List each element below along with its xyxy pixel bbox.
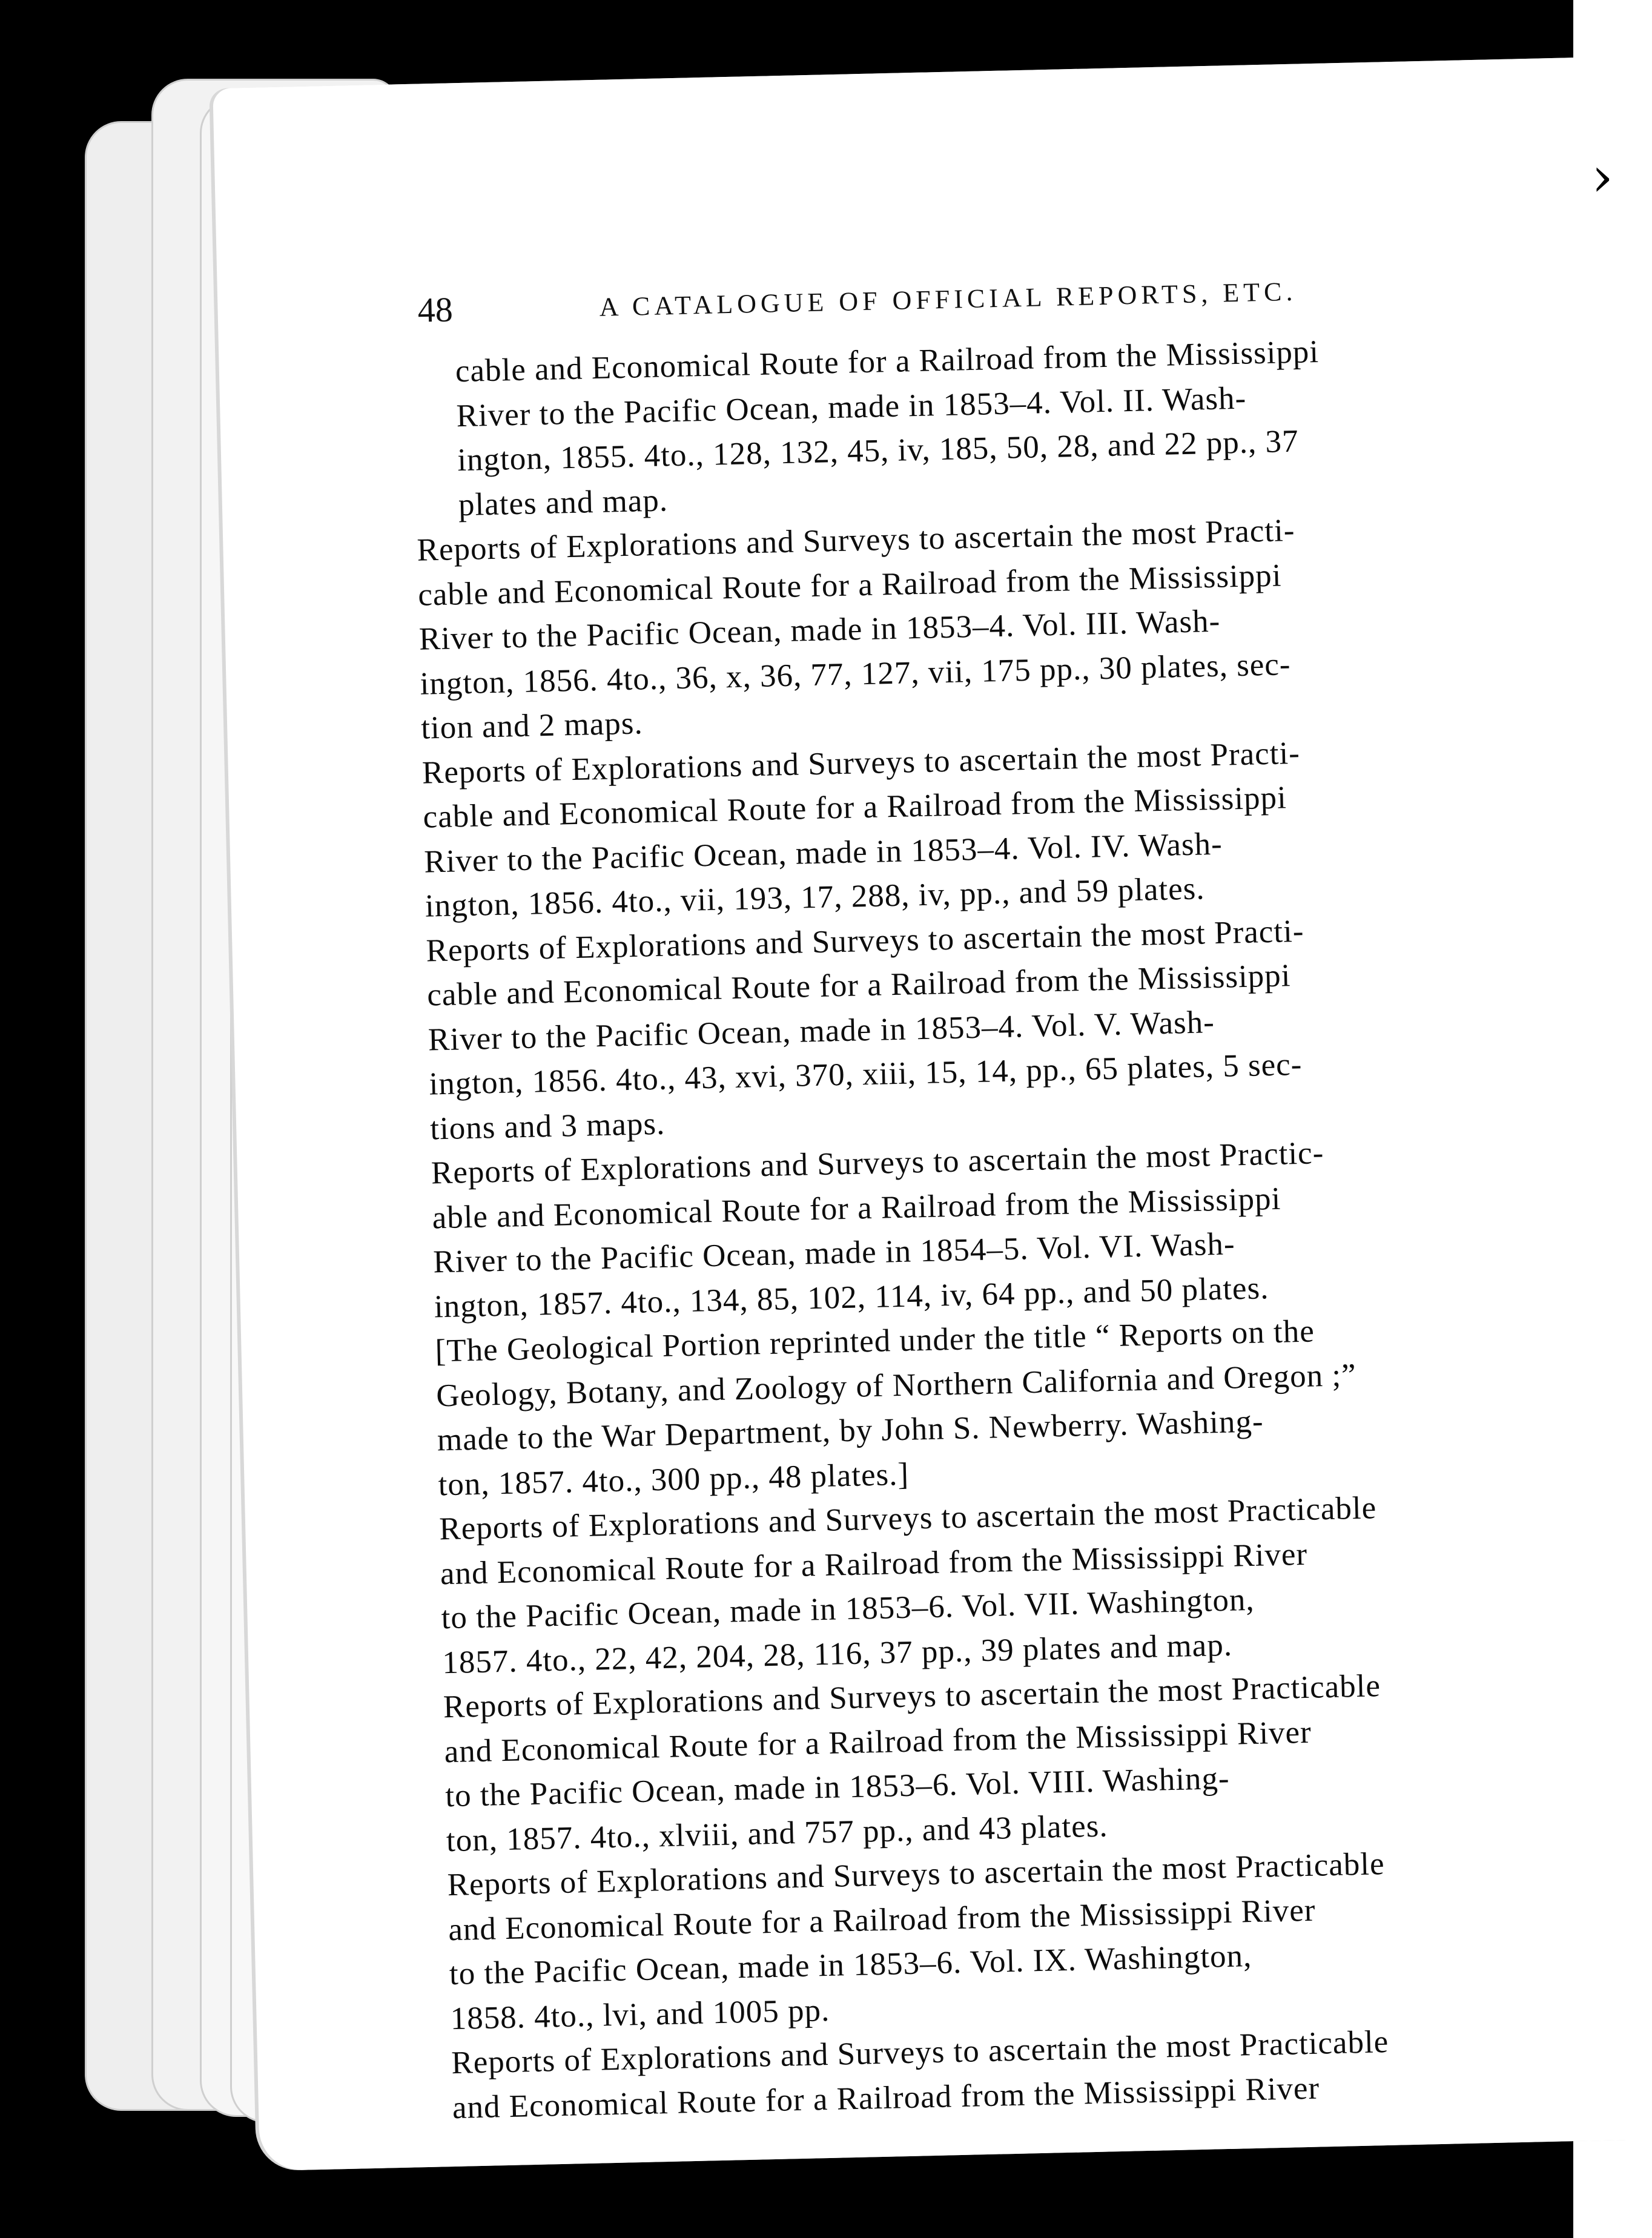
catalogue-entry: [435, 1307, 1419, 1508]
entry-line: River to the Pacific Ocean, made in 1853–4. Vol. II. Wash-: [455, 380, 1247, 434]
body-text: [412, 328, 1433, 2130]
entry-line: ington, 1856. 4to., vii, 193, 17, 288, iv, pp., and 59 plates.: [425, 871, 1206, 924]
entry-line: Reports of Explorations and Surveys to ascertain the most Practicable: [443, 1668, 1381, 1725]
book-page: [213, 58, 1634, 2171]
entry-line: and Economical Route for a Railroad from the Mississippi River: [448, 1892, 1317, 1947]
entry-line: Reports of Explorations and Surveys to ascertain the most Practicable: [438, 1490, 1377, 1547]
entry-line: ington, 1856. 4to., 43, xvi, 370, xiii, 15, 14, pp., 65 plates, 5 sec-: [429, 1046, 1303, 1102]
entry-line: River to the Pacific Ocean, made in 1853–4. Vol. III. Wash-: [418, 603, 1221, 657]
catalogue-entry: [443, 1663, 1427, 1863]
entry-line: plates and map.: [458, 482, 669, 523]
entry-line: River to the Pacific Ocean, made in 1853–4. Vol. V. Wash-: [428, 1004, 1215, 1058]
entry-line: to the Pacific Ocean, made in 1853–6. Vol. IX. Washington,: [449, 1938, 1252, 1992]
entry-line: ington, 1855. 4to., 128, 132, 45, iv, 185, 50, 28, and 22 pp., 37: [457, 423, 1300, 478]
entry-line: ton, 1857. 4to., 300 pp., 48 plates.]: [438, 1456, 910, 1502]
page-number: 48: [417, 289, 454, 330]
margin-mark: ›: [1591, 145, 1613, 209]
entry-line: [The Geological Portion reprinted under the title “ Reports on the: [435, 1313, 1315, 1369]
entry-line: Reports of Explorations and Surveys to ascertain the most Practi-: [426, 913, 1305, 969]
entry-line: and Economical Route for a Railroad from the Mississippi River: [452, 2070, 1320, 2125]
catalogue-entry: [447, 1841, 1432, 2041]
entry-line: tion and 2 maps.: [420, 705, 644, 746]
entry-line: cable and Economical Route for a Railroad from the Mississippi: [455, 334, 1320, 389]
catalogue-entry: [412, 328, 1397, 529]
entry-line: able and Economical Route for a Railroad from the Mississippi: [432, 1181, 1281, 1235]
entry-line: Geology, Botany, and Zoology of Northern California and Oregon ;”: [435, 1357, 1357, 1413]
catalogue-entry: [431, 1129, 1415, 1330]
entry-line: ington, 1857. 4to., 134, 85, 102, 114, iv, 64 pp., and 50 plates.: [434, 1270, 1269, 1324]
entry-line: and Economical Route for a Railroad from the Mississippi River: [440, 1536, 1308, 1591]
entry-line: to the Pacific Ocean, made in 1853–6. Vol. VIII. Washing-: [444, 1760, 1231, 1814]
entry-line: cable and Economical Route for a Railroad from the Mississippi: [423, 780, 1287, 835]
entry-line: cable and Economical Route for a Railroad from the Mississippi: [426, 958, 1292, 1013]
entry-line: ington, 1856. 4to., 36, x, 36, 77, 127, vii, 175 pp., 30 plates, sec-: [420, 646, 1292, 702]
catalogue-entry: [439, 1485, 1424, 1686]
entry-line: cable and Economical Route for a Railroad from the Mississippi: [417, 557, 1283, 613]
entry-line: and Economical Route for a Railroad from the Mississippi River: [444, 1714, 1312, 1769]
entry-line: Reports of Explorations and Surveys to ascertain the most Practicable: [451, 2024, 1389, 2081]
entry-line: River to the Pacific Ocean, made in 1854–5. Vol. VI. Wash-: [432, 1226, 1236, 1280]
entry-line: ton, 1857. 4to., xlviii, and 757 pp., and 43 plates.: [446, 1807, 1109, 1858]
entry-line: Reports of Explorations and Surveys to ascertain the most Practi-: [421, 735, 1301, 791]
entry-line: Reports of Explorations and Surveys to ascertain the most Practi-: [416, 512, 1296, 568]
entry-line: 1857. 4to., 22, 42, 204, 28, 116, 37 pp., 39 plates and map.: [441, 1627, 1233, 1680]
entry-line: River to the Pacific Ocean, made in 1853–4. Vol. IV. Wash-: [423, 826, 1223, 880]
catalogue-entry: [426, 906, 1412, 1151]
catalogue-entry: [417, 506, 1403, 751]
entry-line: tions and 3 maps.: [429, 1106, 666, 1146]
entry-line: 1858. 4to., lvi, and 1005 pp.: [450, 1992, 830, 2036]
entry-line: Reports of Explorations and Surveys to ascertain the most Practic-: [431, 1135, 1324, 1191]
running-title: A CATALOGUE OF OFFICIAL REPORTS, ETC.: [599, 276, 1297, 322]
entry-line: to the Pacific Ocean, made in 1853–6. Vol. VII. Washington,: [441, 1582, 1255, 1636]
entry-line: Reports of Explorations and Surveys to ascertain the most Practicable: [447, 1846, 1386, 1903]
catalogue-entry: [421, 728, 1406, 929]
entry-line: made to the War Department, by John S. Newberry. Washing-: [437, 1404, 1264, 1458]
